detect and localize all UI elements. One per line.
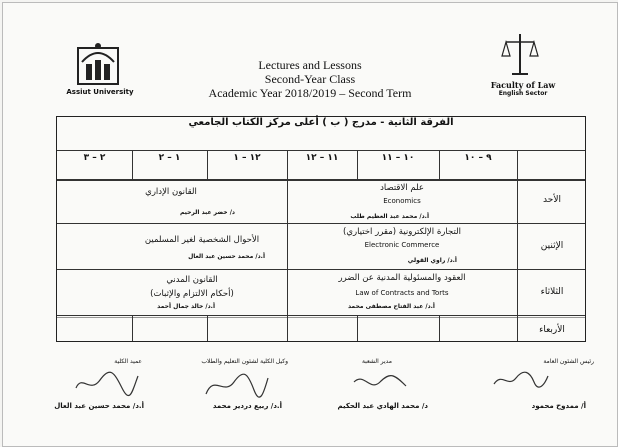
signature-scribble-icon bbox=[200, 372, 270, 400]
session-prof: أ.د/ خالد جمال أحمد bbox=[157, 303, 215, 310]
faculty-name: Faculty of Law bbox=[490, 80, 556, 90]
slot-header: ٩ – ١٠ bbox=[464, 153, 492, 163]
session-subject-detail: (أحكام الالتزام والإثبات) bbox=[150, 289, 234, 299]
day-sunday: الأحد bbox=[543, 195, 561, 205]
session-subject: الأحوال الشخصية لغير المسلمين bbox=[144, 235, 260, 245]
heading-line-2: Second-Year Class bbox=[264, 72, 356, 86]
university-name: Assiut University bbox=[66, 88, 134, 96]
timetable-title: الفرقة الثانية - مدرج ( ب ) أعلى مركز الكتاب الجامعي bbox=[188, 117, 454, 128]
heading-line-3: Academic Year 2018/2019 – Second Term bbox=[208, 86, 412, 100]
session-subject: التجارة الإلكترونية (مقرر اختياري) bbox=[343, 227, 461, 237]
signature-name: أ.د/ ربيع دردير محمد bbox=[212, 402, 282, 410]
session-subject: علم الاقتصاد bbox=[380, 183, 424, 193]
session-english: Economics bbox=[383, 197, 421, 205]
timetable bbox=[56, 116, 586, 342]
scales-of-justice-icon bbox=[500, 30, 540, 80]
slot-header: ٢ – ٣ bbox=[83, 153, 106, 163]
session-english: Electronic Commerce bbox=[364, 241, 440, 249]
session-subject: القانون الإداري bbox=[145, 187, 197, 197]
signature-title: وكيل الكلية لشئون التعليم والطلاب bbox=[201, 358, 288, 365]
signature-title: رئيس الشئون العامة bbox=[543, 358, 594, 365]
session-prof: أ.د/ محمد حسين عبد العال bbox=[188, 253, 265, 260]
slot-header: ١ – ٢ bbox=[158, 153, 181, 163]
slot-header: ١٠ – ١١ bbox=[381, 153, 415, 163]
session-prof: د/ خضر عبد الرحيم bbox=[179, 209, 235, 216]
signature-title: عميد الكلية bbox=[114, 358, 142, 365]
session-subject: العقود والمسئولية المدنية عن الضرر bbox=[338, 273, 466, 283]
slot-header: ١١ – ١٢ bbox=[305, 153, 339, 163]
signature-name: أ/ ممدوح محمود bbox=[531, 402, 586, 410]
university-logo-icon bbox=[72, 38, 124, 90]
signature-scribble-icon bbox=[490, 368, 550, 392]
sector-name: English Sector bbox=[498, 90, 548, 97]
day-tuesday: الثلاثاء bbox=[540, 287, 564, 297]
signature-scribble-icon bbox=[350, 370, 410, 394]
signature-name: د/ محمد الهادي عبد الحكيم bbox=[337, 402, 428, 410]
session-prof: أ.د/ راوي القولي bbox=[407, 257, 457, 264]
signature-title: مدير الشعبة bbox=[361, 358, 392, 365]
session-prof: أ.د/ عبد الفتاح مصطفى محمد bbox=[347, 303, 435, 310]
day-monday: الإثنين bbox=[540, 241, 564, 251]
heading-line-1: Lectures and Lessons bbox=[258, 58, 362, 72]
signature-scribble-icon bbox=[72, 368, 142, 398]
day-wednesday: الأربعاء bbox=[539, 325, 565, 335]
signature-name: أ.د/ محمد حسين عبد العال bbox=[54, 402, 144, 410]
session-subject: القانون المدني bbox=[166, 275, 218, 285]
session-english: Law of Contracts and Torts bbox=[355, 289, 449, 297]
session-prof: أ.د/ محمد عبد العظيم طلب bbox=[350, 213, 429, 220]
slot-header: ١٢ – ١ bbox=[233, 153, 261, 163]
